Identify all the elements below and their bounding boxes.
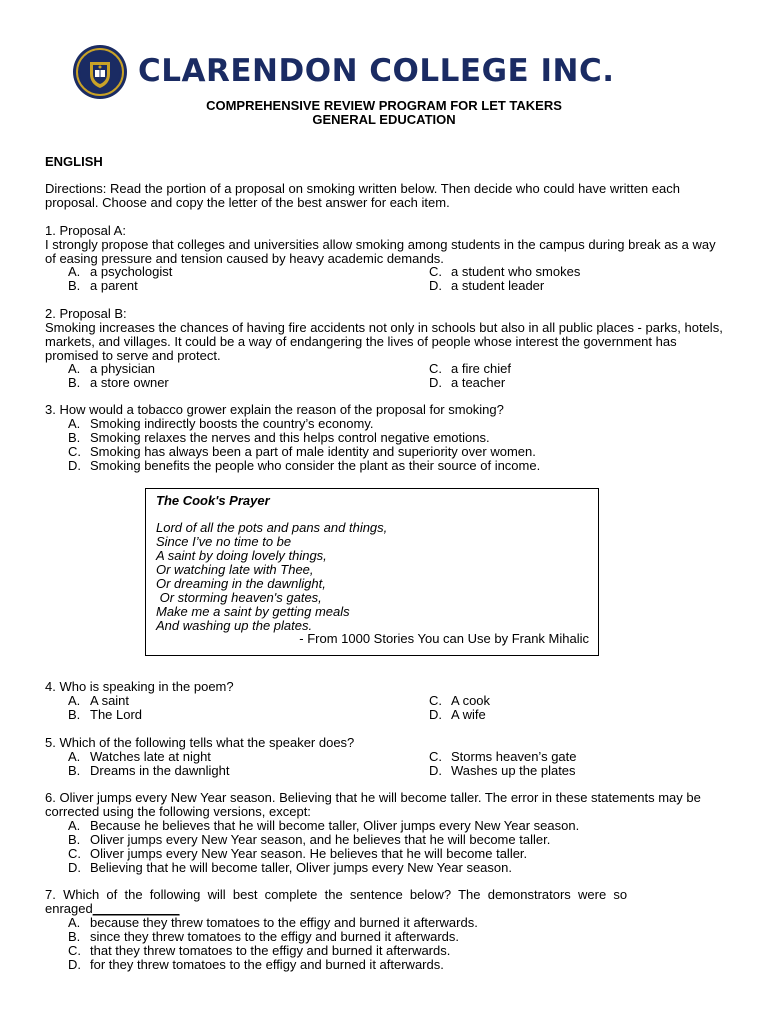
poem-line: Since I’ve no time to be	[156, 534, 292, 549]
q6-option-b: B. Oliver jumps every New Year season, and he believes that he will become taller.	[68, 832, 551, 847]
q4-option-b: B. The Lord	[68, 707, 143, 722]
poem-line: Make me a saint by getting meals	[156, 604, 350, 619]
program-title: COMPREHENSIVE REVIEW PROGRAM FOR LET TAKERS	[206, 98, 562, 113]
q1-option-a: A. a psychologist	[68, 264, 173, 279]
poem-title: The Cook's Prayer	[156, 493, 270, 508]
q7-option-b: B. since they threw tomatoes to the effigy and burned it afterwards.	[68, 929, 460, 944]
q5-option-b: B. Dreams in the dawnlight	[68, 763, 230, 778]
poem-box	[145, 488, 599, 656]
q6-option-a: A. Because he believes that he will become taller, Oliver jumps every New Year season.	[68, 818, 580, 833]
q3-text: 3. How would a tobacco grower explain the reason of the proposal for smoking?	[45, 402, 504, 417]
poem-line: A saint by doing lovely things,	[156, 548, 327, 563]
q1-label: 1. Proposal A:	[45, 223, 126, 238]
q4-text: 4. Who is speaking in the poem?	[45, 679, 234, 694]
program-subtitle: GENERAL EDUCATION	[312, 112, 456, 127]
college-seal-icon	[72, 44, 128, 100]
q4-options-row-2	[68, 708, 728, 722]
directions-text: Directions: Read the portion of a proposal on smoking written below. Then decide who could have written each proposal. Choose and copy the letter of the best answer for each item.	[45, 181, 680, 210]
q3-option-b: B. Smoking relaxes the nerves and this helps control negative emotions.	[68, 430, 490, 445]
q7-option-a: A. because they threw tomatoes to the effigy and burned it afterwards.	[68, 915, 478, 930]
q2-option-d: D. a teacher	[429, 375, 506, 390]
q2-option-a: A. a physician	[68, 361, 156, 376]
q7-option-d: D. for they threw tomatoes to the effigy and burned it afterwards.	[68, 957, 444, 972]
q4-option-a: A. A saint	[68, 693, 130, 708]
q1-option-c: C. a student who smokes	[429, 264, 581, 279]
poem-source: - From 1000 Stories You can Use by Frank Mihalic	[299, 631, 589, 646]
section-heading: ENGLISH	[45, 154, 103, 169]
document-header	[72, 44, 712, 100]
q7-text-line1: 7. Which of the following will best complete the sentence below? The demonstrators were so	[45, 887, 628, 902]
q6-option-c: C. Oliver jumps every New Year season. He believes that he will become taller.	[68, 846, 528, 861]
q1-options-row-1	[68, 265, 728, 279]
q2-options-row-2	[68, 376, 728, 390]
q2-label: 2. Proposal B:	[45, 306, 127, 321]
q1-option-b: B. a parent	[68, 278, 138, 293]
q7-text-line2: enraged____________	[45, 901, 180, 916]
q2-option-b: B. a store owner	[68, 375, 169, 390]
q3-option-d: D. Smoking benefits the people who consider the plant as their source of income.	[68, 458, 541, 473]
q1-options-row-2	[68, 279, 728, 293]
q6-option-d: D. Believing that he will become taller, Oliver jumps every New Year season.	[68, 860, 512, 875]
q5-text: 5. Which of the following tells what the speaker does?	[45, 735, 355, 750]
q1-text: I strongly propose that colleges and universities allow smoking among students in the campus during break as a way of easing pressure and tension caused by heavy academic demands.	[45, 237, 716, 266]
q4-option-c: C. A cook	[429, 693, 491, 708]
q5-options-row-2	[68, 764, 728, 778]
q3-option-c: C. Smoking has always been a part of male identity and superiority over women.	[68, 444, 536, 459]
q4-options-row-1	[68, 694, 728, 708]
q2-options-row-1	[68, 362, 728, 376]
q2-text: Smoking increases the chances of having fire accidents not only in schools but also in all public places - parks, hotels, markets, and villages. It could be a way of endangering the lives of people whose interest the government has promised to serve and protect.	[45, 320, 723, 363]
q5-option-a: A. Watches late at night	[68, 749, 211, 764]
q5-option-c: C. Storms heaven’s gate	[429, 749, 577, 764]
q2-option-c: C. a fire chief	[429, 361, 511, 376]
q6-text: 6. Oliver jumps every New Year season. Believing that he will become taller. The error in these statements may be corrected using the following versions, except:	[45, 790, 701, 819]
q5-options-row-1	[68, 750, 728, 764]
poem-line: Or storming heaven's gates,	[156, 590, 322, 605]
q1-option-d: D. a student leader	[429, 278, 545, 293]
poem-line: Or watching late with Thee,	[156, 562, 314, 577]
q7-option-c: C. that they threw tomatoes to the effigy and burned it afterwards.	[68, 943, 451, 958]
poem-line: Lord of all the pots and pans and things,	[156, 520, 388, 535]
q4-option-d: D. A wife	[429, 707, 486, 722]
poem-line: Or dreaming in the dawnlight,	[156, 576, 326, 591]
poem-line: And washing up the plates.	[156, 618, 313, 633]
q5-option-d: D. Washes up the plates	[429, 763, 576, 778]
q3-option-a: A. Smoking indirectly boosts the country’s economy.	[68, 416, 374, 431]
answer-blank: ____________	[92, 901, 180, 916]
college-name: CLARENDON COLLEGE INC.	[138, 53, 615, 89]
